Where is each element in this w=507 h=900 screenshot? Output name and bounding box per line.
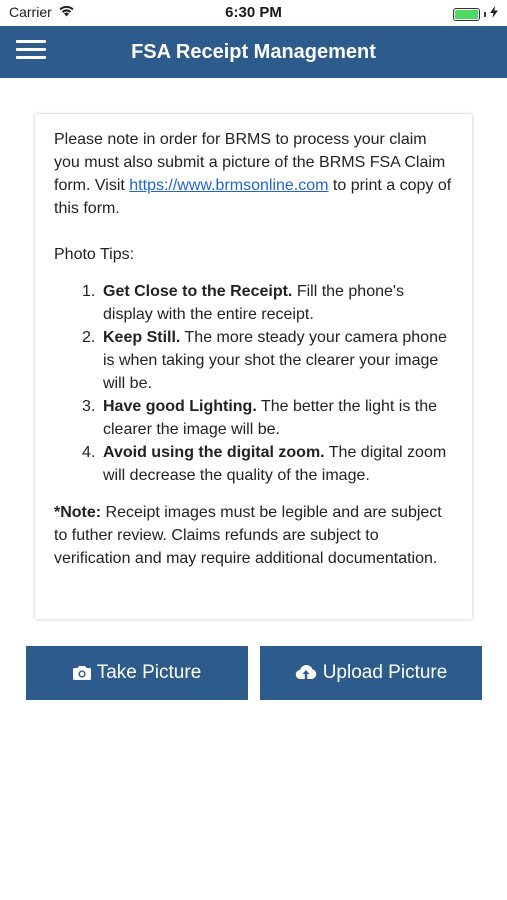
tip-title: Avoid using the digital zoom.: [103, 444, 325, 461]
tip-number: 1.: [82, 283, 96, 300]
tip-title: Get Close to the Receipt.: [103, 283, 293, 300]
photo-tips-list: [54, 280, 453, 487]
take-picture-button[interactable]: [26, 646, 248, 700]
status-bar: [0, 0, 507, 26]
upload-picture-label: Upload Picture: [322, 662, 448, 683]
note-paragraph: [54, 501, 453, 570]
intro-paragraph: [54, 128, 453, 220]
app-header: [0, 26, 507, 78]
tip-title: Keep Still.: [103, 329, 181, 346]
list-item: [82, 441, 453, 487]
charging-bolt-icon: [490, 5, 498, 23]
list-item: [82, 326, 453, 395]
note-label: *Note:: [54, 504, 102, 521]
tip-number: 3.: [82, 398, 96, 415]
tip-number: 4.: [82, 444, 96, 461]
battery-tip: [484, 12, 486, 17]
photo-tips-heading: Photo Tips:: [54, 246, 135, 263]
status-time: 6:30 PM: [225, 4, 282, 21]
brmsonline-link[interactable]: https://www.brmsonline.com: [129, 177, 329, 194]
note-text: Receipt images must be legible and are subject to futher review. Claims refunds are subject to verification and may require additional documentation.: [54, 504, 442, 567]
carrier-label: Carrier: [9, 4, 52, 20]
tip-text: Fill the phone's display with the entire receipt.: [103, 283, 404, 323]
camera-icon: [73, 666, 91, 680]
tip-text: The better the light is the clearer the image will be.: [103, 398, 438, 438]
battery-fill: [455, 10, 478, 19]
battery-icon: [453, 8, 480, 21]
tip-text: The digital zoom will decrease the quality of the image.: [103, 444, 447, 484]
cloud-upload-icon: [295, 664, 317, 682]
list-item: [82, 395, 453, 441]
tip-title: Have good Lighting.: [103, 398, 257, 415]
list-item: [82, 280, 453, 326]
intro-text-after: to print a copy of this form.: [54, 177, 452, 217]
page-title: FSA Receipt Management: [131, 41, 376, 63]
upload-picture-button[interactable]: [260, 646, 482, 700]
status-battery-group: [453, 5, 498, 23]
tip-number: 2.: [82, 329, 96, 346]
instructions-card: [35, 114, 472, 619]
take-picture-label: Take Picture: [96, 662, 202, 683]
tip-text: The more steady your camera phone is when taking your shot the clearer your image will be.: [103, 329, 447, 392]
intro-text: Please note in order for BRMS to process your claim you must also submit a picture of the BRMS FSA Claim form. Visit: [54, 131, 446, 194]
